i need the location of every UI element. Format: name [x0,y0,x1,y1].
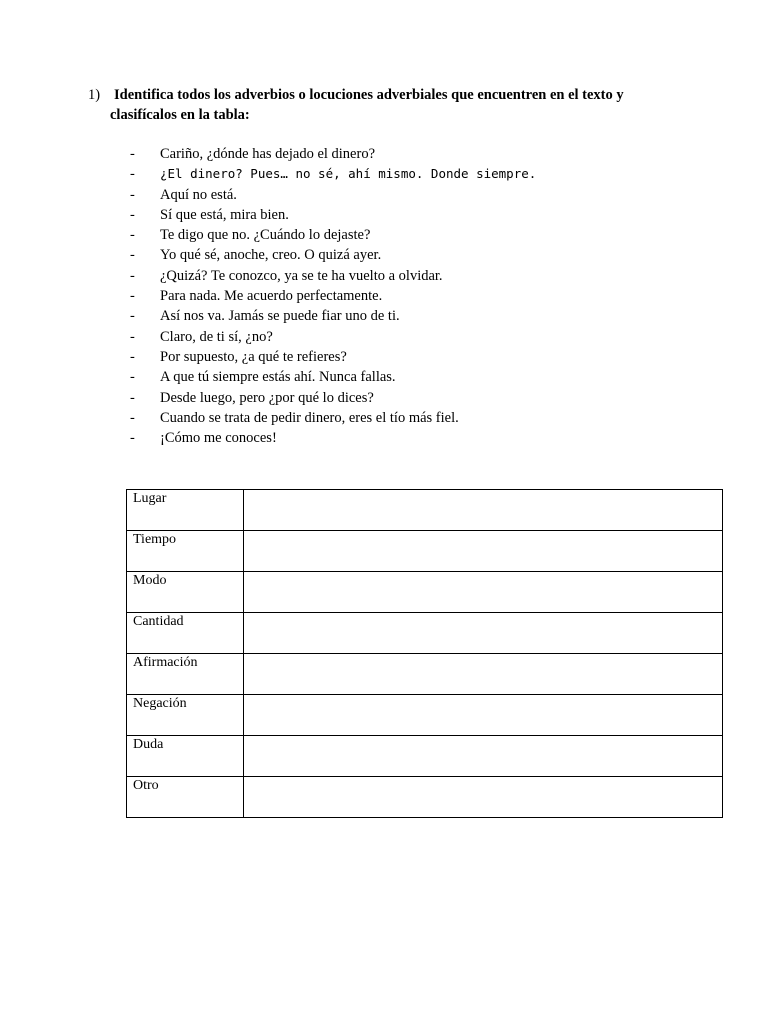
list-dash: - [130,288,135,305]
dialogue-text: Cariño, ¿dónde has dejado el dinero? [160,146,376,162]
answer-cell[interactable] [244,613,723,654]
list-dash: - [130,267,135,284]
dialogue-text: Aquí no está. [160,186,237,203]
answer-cell[interactable] [244,736,723,777]
dialogue-text: Desde luego, pero ¿por qué lo dices? [160,389,374,406]
list-dash: - [130,247,135,264]
dialogue-text: Sí que está, mira bien. [160,206,289,223]
dialogue-text: Para nada. Me acuerdo perfectamente. [160,288,383,305]
table-row [127,777,723,818]
dialogue-text: ¿Quizá? Te conozco, ya se te ha vuelto a olvidar. [160,267,443,284]
list-dash: - [130,166,135,183]
classification-table [126,489,723,818]
dialogue-line [130,245,536,265]
dialogue-line [130,205,536,225]
dialogue-text: Así nos va. Jamás se puede fiar uno de ti. [160,308,400,325]
category-label: Lugar [127,490,244,531]
dialogue-text: ¿El dinero? Pues… no sé, ahí mismo. Donde siempre. [160,166,537,182]
dialogue-line [130,266,536,286]
list-dash: - [130,409,135,426]
table-row [127,613,723,654]
category-label: Duda [127,736,244,777]
dialogue-line [130,306,536,326]
table-row [127,572,723,613]
list-dash: - [130,348,135,365]
dialogue-line [130,388,536,408]
dialogue-text: Claro, de ti sí, ¿no? [160,328,273,345]
dialogue-text: Te digo que no. ¿Cuándo lo dejaste? [160,227,371,244]
answer-cell[interactable] [244,531,723,572]
table-row [127,654,723,695]
list-dash: - [130,146,135,162]
table-row [127,736,723,777]
answer-cell[interactable] [244,777,723,818]
dialogue-line [130,428,536,448]
dialogue-line [130,367,536,387]
dialogue-list [130,144,536,448]
table-row [127,531,723,572]
category-label: Modo [127,572,244,613]
dialogue-line [130,144,536,164]
list-dash: - [130,328,135,345]
dialogue-text: Cuando se trata de pedir dinero, eres el tío más fiel. [160,409,459,426]
answer-cell[interactable] [244,490,723,531]
exercise-instruction: Identifica todos los adverbios o locuciones adverbiales que encuentren en el texto y clasifícalos en la tabla: [110,87,624,123]
category-label: Negación [127,695,244,736]
table-row [127,695,723,736]
list-dash: - [130,186,135,203]
list-dash: - [130,389,135,406]
dialogue-line [130,164,536,184]
answer-cell[interactable] [244,572,723,613]
list-dash: - [130,369,135,386]
list-dash: - [130,227,135,244]
category-label: Tiempo [127,531,244,572]
exercise-number: 1) [88,87,101,103]
category-label: Otro [127,777,244,818]
list-dash: - [130,430,135,447]
dialogue-text: ¡Cómo me conoces! [160,430,277,447]
dialogue-text: Por supuesto, ¿a qué te refieres? [160,348,347,365]
dialogue-line [130,185,536,205]
answer-cell[interactable] [244,695,723,736]
list-dash: - [130,308,135,325]
answer-cell[interactable] [244,654,723,695]
dialogue-line [130,347,536,367]
list-dash: - [130,206,135,223]
category-label: Cantidad [127,613,244,654]
dialogue-line [130,327,536,347]
dialogue-text: Yo qué sé, anoche, creo. O quizá ayer. [160,247,382,264]
category-label: Afirmación [127,654,244,695]
dialogue-line [130,286,536,306]
dialogue-line [130,408,536,428]
dialogue-text: A que tú siempre estás ahí. Nunca fallas. [160,369,396,386]
table-row [127,490,723,531]
dialogue-line [130,225,536,245]
